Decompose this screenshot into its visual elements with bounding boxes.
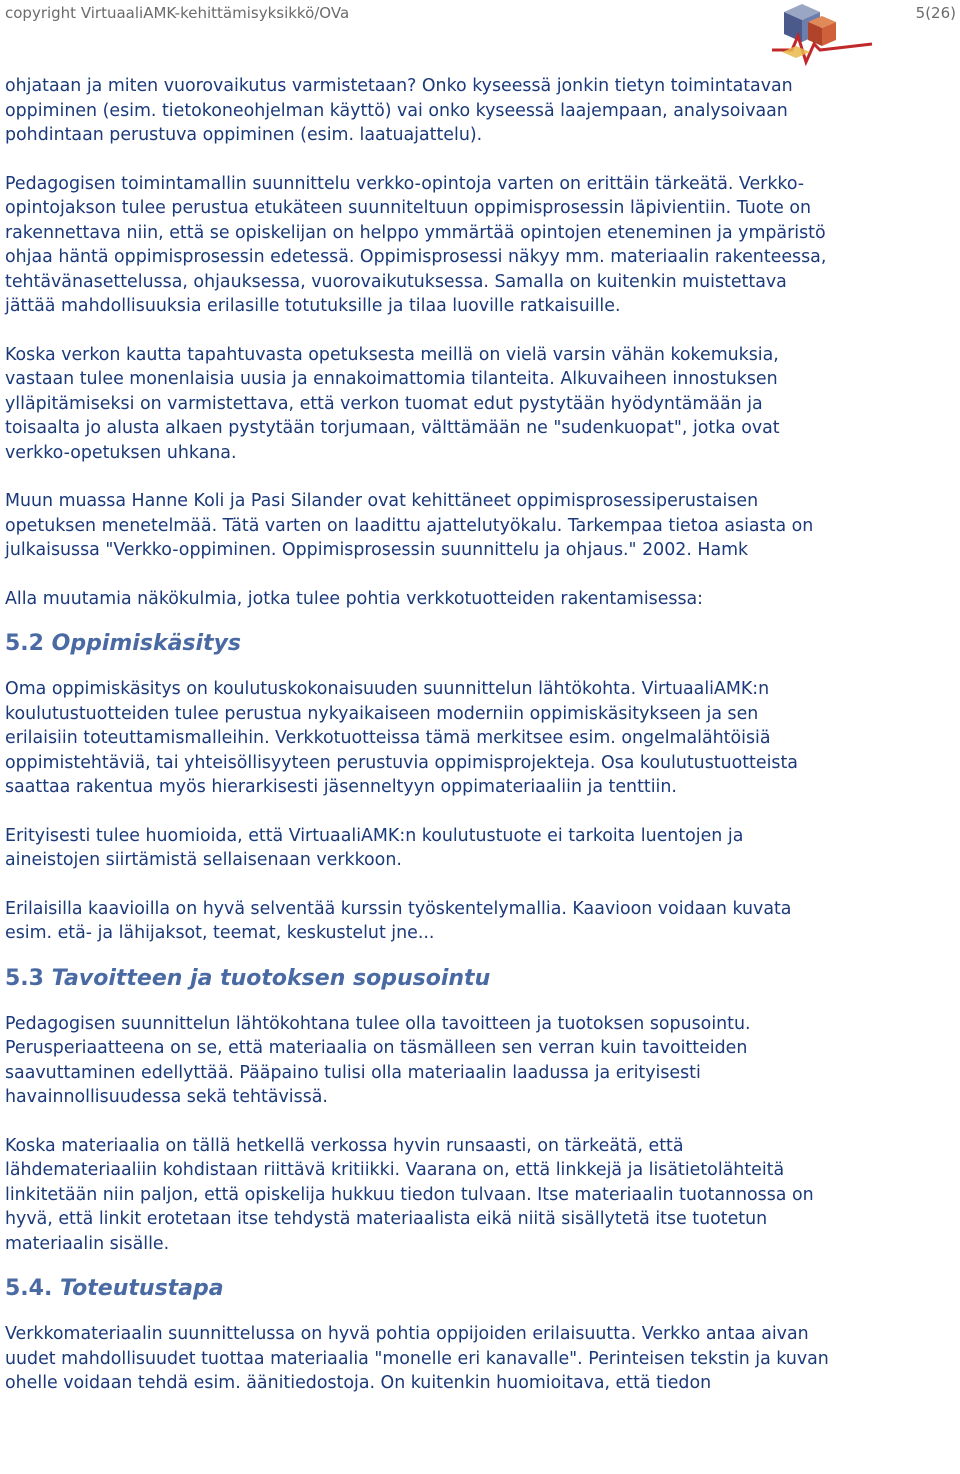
text-line: Muun muassa Hanne Koli ja Pasi Silander ovat kehittäneet oppimisprosessiperustaisen <box>5 491 759 511</box>
document-body <box>5 74 955 1420</box>
text-line: pohdintaan perustuva oppiminen (esim. laatuajattelu). <box>5 125 483 145</box>
text-line: lähdemateriaaliin kohdistaan riittävä kritiikki. Vaarana on, että linkkejä ja lisätietolähteitä <box>5 1160 785 1180</box>
paragraph <box>5 74 955 148</box>
text-line: ohjaa häntä oppimisprosessin edetessä. Oppimisprosessi näkyy mm. materiaalin rakenteessa, <box>5 247 827 267</box>
text-line: saavuttaminen edellyttää. Pääpaino tulisi olla materiaalin laadussa ja erityisesti <box>5 1062 701 1083</box>
section-title: Oppimiskäsitys <box>43 631 242 656</box>
text-line: Pedagogisen suunnittelun lähtökohtana tulee olla tavoitteen ja tuotoksen sopusointu. <box>5 1013 751 1034</box>
text-line: tehtävänasettelussa, ohjauksessa, vuorovaikutuksessa. Samalla on kuitenkin muistettava <box>5 271 787 292</box>
text-line: Koska materiaalia on tällä hetkellä verkossa hyvin runsaasti, on tärkeätä, että <box>5 1135 684 1156</box>
text-line: julkaisussa "Verkko-oppiminen. Oppimisprosessin suunnittelu ja ohjaus." 2002. Hamk <box>5 540 749 560</box>
page-header <box>0 0 960 70</box>
paragraph <box>5 1322 955 1396</box>
text-line: Erilaisilla kaavioilla on hyvä selventää kurssin työskentelymallia. Kaavioon voidaan kuvata <box>5 898 792 919</box>
text-line: koulutustuotteiden tulee perustua nykyaikaiseen moderniin oppimiskäsitykseen ja sen <box>5 703 759 724</box>
text-line: linkitetään niin paljon, että opiskelija hukkuu tiedon tulvaan. Itse materiaalin tuotannossa on <box>5 1184 814 1205</box>
paragraph <box>5 489 955 563</box>
text-line: Perusperiaatteena on se, että materiaalia on täsmälleen sen verran kuin tavoitteiden <box>5 1038 748 1058</box>
text-line: opetuksen menetelmää. Tätä varten on laadittu ajattelutyökalu. Tarkempaa tietoa asiasta on <box>5 515 814 536</box>
section-title: Tavoitteen ja tuotoksen sopusointu <box>43 965 491 991</box>
paragraph <box>5 343 955 466</box>
text-line: oppimistehtäviä, tai yhteisöllisyyteen perustuvia oppimisprojekteja. Osa koulutustuotteista <box>5 752 798 773</box>
text-line: erilaisiin toteuttamismalleihin. Verkkotuotteissa tämä merkitsee esim. ongelmalähtöisiä <box>5 728 771 748</box>
text-line: Koska verkon kautta tapahtuvasta opetuksesta meillä on vielä varsin vähän kokemuksia, <box>5 344 779 365</box>
section-heading-5-2 <box>5 631 955 657</box>
text-line: Verkkomateriaalin suunnittelussa on hyvä pohtia oppijoiden erilaisuutta. Verkko antaa aivan <box>5 1324 809 1344</box>
copyright-text: copyright VirtuaaliAMK-kehittämisyksikkö/OVa <box>5 4 350 22</box>
text-line: vastaan tulee monenlaisia uusia ja ennakoimattomia tilanteita. Alkuvaiheen innostuksen <box>5 369 778 389</box>
section-number: 5.4. <box>5 1276 53 1301</box>
text-line: opintojakson tulee perustua etukäteen suunniteltuun oppimisprosessin läpivientiin. Tuote on <box>5 198 812 218</box>
text-line: esim. etä- ja lähijaksot, teemat, keskustelut jne... <box>5 923 435 943</box>
text-line: Alla muutamia näkökulmia, jotka tulee pohtia verkkotuotteiden rakentamisessa: <box>5 588 704 609</box>
text-line: hyvä, että linkit erotetaan itse tehdystä materiaalista eikä niitä sisällytetä itse tuotetun <box>5 1209 768 1229</box>
paragraph <box>5 1134 955 1257</box>
text-line: rakennettava niin, että se opiskelijan on helppo ymmärtää opintojen eteneminen ja ympäristö <box>5 222 826 243</box>
virtuaaliamk-logo-icon <box>762 0 880 70</box>
text-line: havainnollisuudessa sekä tehtävissä. <box>5 1087 328 1107</box>
text-line: ohjataan ja miten vuorovaikutus varmistetaan? Onko kyseessä jonkin tietyn toimintatavan <box>5 76 793 96</box>
text-line: saattaa rakentua myös hierarkisesti jäsenneltyyn oppimateriaaliin ja tenttiin. <box>5 777 677 797</box>
section-heading-5-4 <box>5 1276 955 1302</box>
page-number: 5(26) <box>915 4 956 22</box>
paragraph <box>5 897 955 946</box>
paragraph <box>5 824 955 873</box>
paragraph <box>5 1012 955 1110</box>
text-line: materiaalin sisälle. <box>5 1233 170 1254</box>
section-title: Toteutustapa <box>52 1276 224 1301</box>
text-line: toisaalta jo alusta alkaen pystytään torjumaan, välttämään ne "sudenkuopat", jotka ovat <box>5 418 780 438</box>
text-line: Pedagogisen toimintamallin suunnittelu verkko-opintoja varten on erittäin tärkeätä. Verkko- <box>5 173 805 194</box>
text-line: jättää mahdollisuuksia erilasille totutuksille ja tilaa luoville ratkaisuille. <box>5 296 621 316</box>
text-line: Oma oppimiskäsitys on koulutuskokonaisuuden suunnittelun lähtökohta. VirtuaaliAMK:n <box>5 679 770 699</box>
text-line: aineistojen siirtämistä sellaisenaan verkkoon. <box>5 850 402 870</box>
paragraph <box>5 587 955 612</box>
section-number: 5.2 <box>5 631 44 656</box>
text-line: Erityisesti tulee huomioida, että VirtuaaliAMK:n koulutustuote ei tarkoita luentojen ja <box>5 825 744 846</box>
paragraph <box>5 172 955 319</box>
text-line: ylläpitämiseksi on varmistettava, että verkon tuomat edut pystytään hyödyntämään ja <box>5 393 763 414</box>
text-line: uudet mahdollisuudet tuottaa materiaalia "monelle eri kanavalle". Perinteisen tekstin ja kuvan <box>5 1348 829 1369</box>
text-line: verkko-opetuksen uhkana. <box>5 442 237 463</box>
paragraph <box>5 677 955 800</box>
text-line: oppiminen (esim. tietokoneohjelman käyttö) vai onko kyseessä laajempaan, analysoivaan <box>5 100 788 121</box>
section-number: 5.3 <box>5 965 44 991</box>
text-line: ohelle voidaan tehdä esim. äänitiedostoja. On kuitenkin huomioitava, että tiedon <box>5 1373 712 1393</box>
section-heading-5-3 <box>5 966 955 992</box>
